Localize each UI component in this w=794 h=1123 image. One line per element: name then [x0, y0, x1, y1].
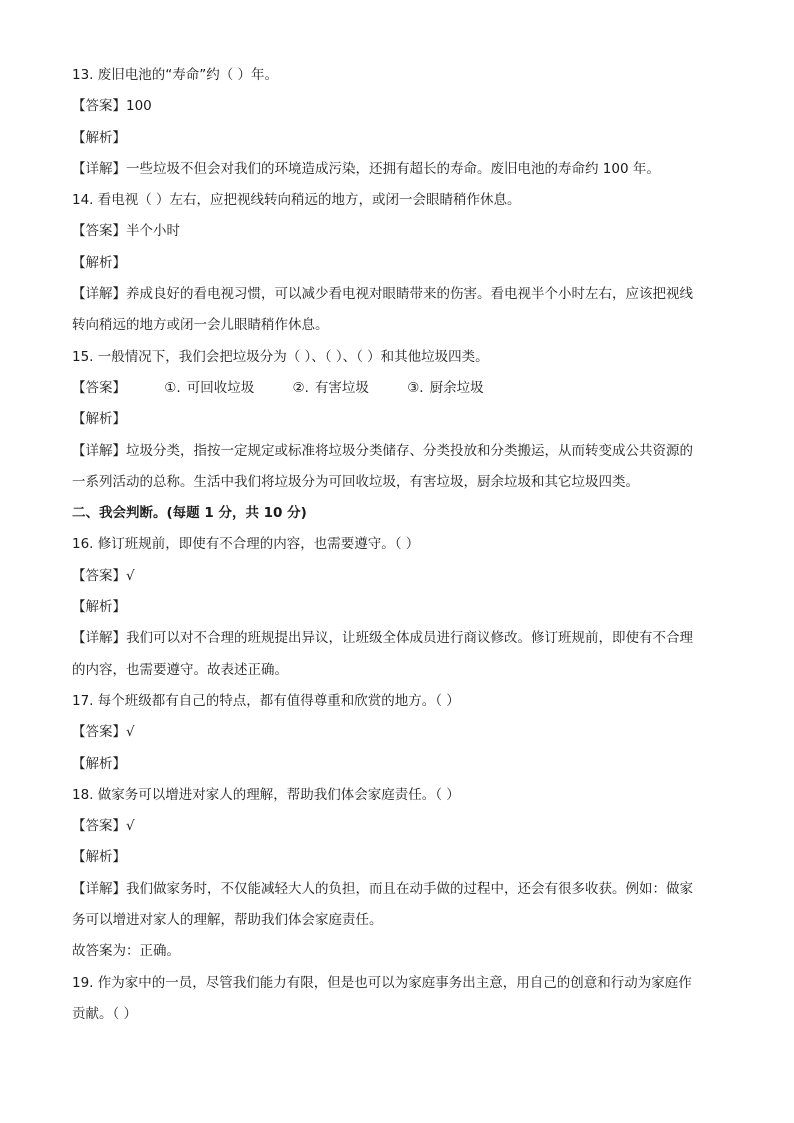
answer-value: √ — [126, 724, 135, 741]
detail-tag: 【详解】 — [72, 286, 126, 303]
answer-tag: 【答案】 — [72, 724, 126, 741]
detail-tag: 【详解】 — [72, 880, 126, 897]
answer-15 — [72, 373, 722, 404]
answer-16 — [72, 561, 722, 592]
option-text: 有害垃圾 — [314, 379, 369, 396]
answer-tag: 【答案】 — [72, 98, 126, 115]
question-19-cont: 贡献。（ ） — [72, 1005, 138, 1022]
detail-15 — [72, 436, 722, 467]
option-text: 可回收垃圾 — [186, 379, 255, 396]
answer-18 — [72, 811, 722, 842]
detail-text: 垃圾分类，指按一定规定或标准将垃圾分类储存、分类投放和分类搬运，从而转变成公共资源的 — [126, 442, 693, 459]
option-text: 厨余垃圾 — [429, 379, 484, 396]
detail-text: 养成良好的看电视习惯，可以减少看电视对眼睛带来的伤害。看电视半个小时左右，应该把视线 — [126, 286, 693, 303]
answer-tag: 【答案】 — [72, 818, 126, 835]
analysis-17: 【解析】 — [72, 755, 126, 772]
detail-15-cont: 一系列活动的总称。生活中我们将垃圾分为可回收垃圾，有害垃圾，厨余垃圾和其它垃圾四类。 — [72, 473, 639, 490]
analysis-15: 【解析】 — [72, 411, 126, 428]
analysis-13: 【解析】 — [72, 129, 126, 146]
answer-value: 半个小时 — [126, 223, 180, 240]
option-number: ③. — [407, 379, 424, 396]
detail-18 — [72, 874, 722, 905]
section-heading: 二、我会判断。(每题 1 分，共 10 分) — [72, 505, 307, 522]
question-17: 17. 每个班级都有自己的特点，都有值得尊重和欣赏的地方。（ ） — [72, 692, 460, 709]
detail-text: 我们做家务时，不仅能减轻大人的负担，而且在动手做的过程中，还会有很多收获。例如：做家 — [126, 880, 693, 897]
answer-tag: 【答案】 — [72, 567, 126, 584]
question-16: 16. 修订班规前，即使有不合理的内容，也需要遵守。（ ） — [72, 536, 420, 553]
detail-tag: 【详解】 — [72, 160, 126, 177]
answer-option-2 — [293, 373, 369, 404]
detail-14-cont: 转向稍远的地方或闭一会儿眼睛稍作休息。 — [72, 317, 329, 334]
analysis-14: 【解析】 — [72, 254, 126, 271]
answer-17 — [72, 717, 722, 748]
answer-value: 100 — [126, 98, 152, 115]
answer-14 — [72, 216, 722, 247]
detail-16 — [72, 623, 722, 654]
analysis-16: 【解析】 — [72, 599, 126, 616]
question-13: 13. 废旧电池的“寿命”约（ ）年。 — [72, 67, 279, 83]
question-15: 15. 一般情况下，我们会把垃圾分为（ ）、（ ）、（ ）和其他垃圾四类。 — [72, 348, 489, 365]
detail-18-cont: 务可以增进对家人的理解，帮助我们体会家庭责任。 — [72, 912, 383, 929]
answer-13 — [72, 91, 722, 122]
detail-tag: 【详解】 — [72, 442, 126, 459]
answer-tag: 【答案】 — [72, 223, 126, 240]
answer-tag: 【答案】 — [72, 379, 126, 396]
detail-tag: 【详解】 — [72, 630, 126, 647]
question-19: 19. 作为家中的一员，尽管我们能力有限，但是也可以为家庭事务出主意，用自己的创意和行动为家庭作 — [72, 974, 692, 991]
question-14: 14. 看电视（ ）左右，应把视线转向稍远的地方，或闭一会眼睛稍作休息。 — [72, 192, 521, 209]
analysis-18: 【解析】 — [72, 849, 126, 866]
detail-text: 我们可以对不合理的班规提出异议，让班级全体成员进行商议修改。修订班规前，即使有不合理 — [126, 630, 693, 647]
answer-value: √ — [126, 567, 135, 584]
document-page — [72, 60, 722, 1030]
option-number: ②. — [292, 379, 309, 396]
detail-text: 一些垃圾不但会对我们的环境造成污染，还拥有超长的寿命。废旧电池的寿命约 100 年。 — [126, 160, 660, 177]
detail-14 — [72, 279, 722, 310]
question-18: 18. 做家务可以增进对家人的理解，帮助我们体会家庭责任。（ ） — [72, 786, 460, 803]
detail-16-cont: 的内容，也需要遵守。故表述正确。 — [72, 661, 288, 678]
answer-option-1 — [164, 373, 254, 404]
answer-option-3 — [407, 373, 483, 404]
answer-value: √ — [126, 818, 135, 835]
option-number: ①. — [164, 379, 181, 396]
conclusion-18: 故答案为：正确。 — [72, 943, 180, 960]
detail-13 — [72, 154, 722, 185]
